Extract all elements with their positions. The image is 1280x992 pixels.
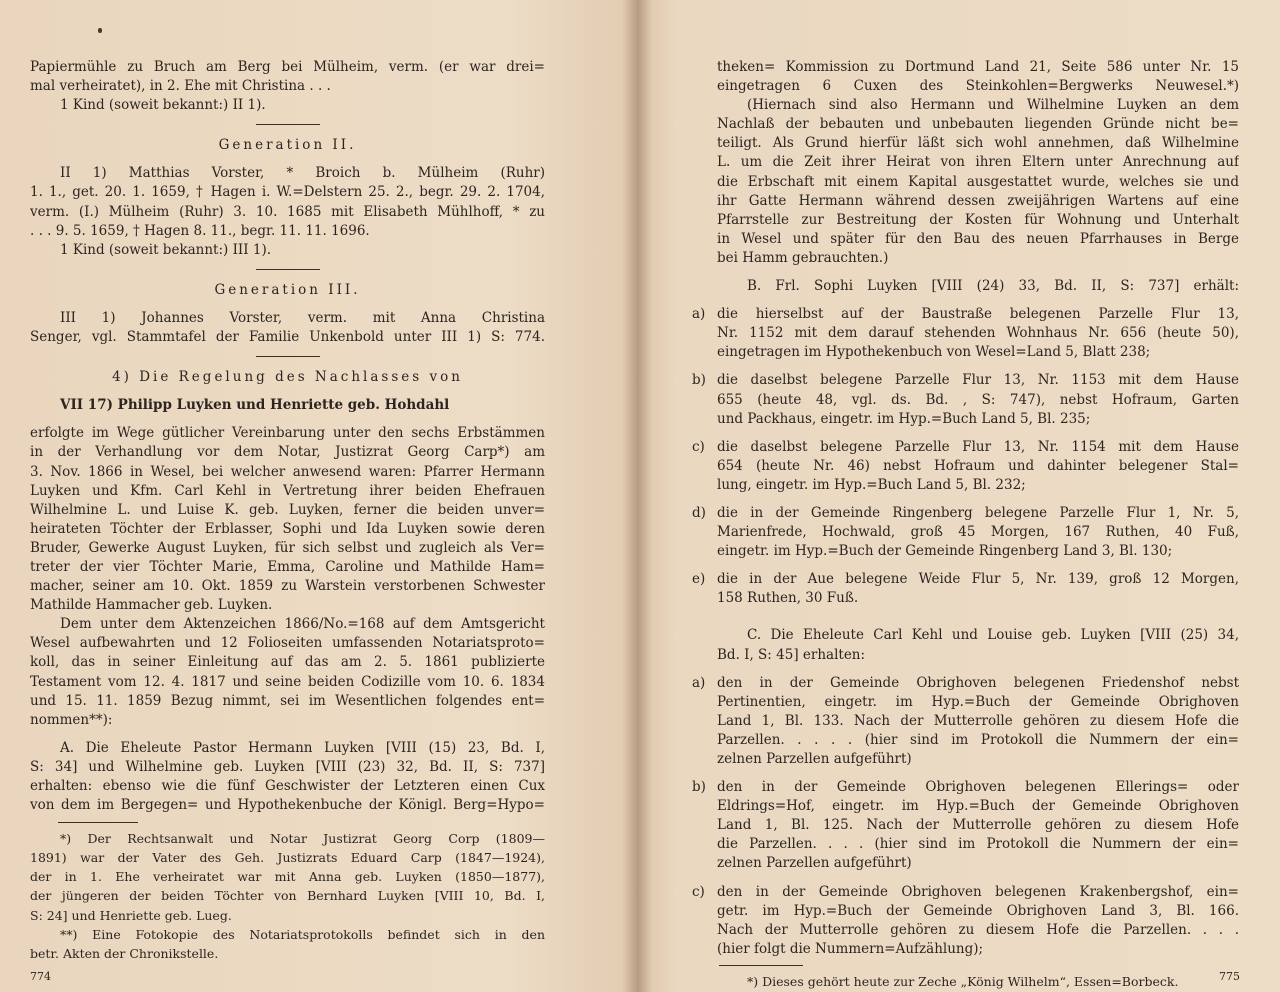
section-divider bbox=[256, 356, 320, 357]
list-marker: a) bbox=[692, 306, 706, 323]
text-line: ihr Gatte Hermann während dessen zweijährigen Wartens auf eine bbox=[717, 192, 1239, 209]
footnote-divider bbox=[58, 822, 138, 823]
text-line: Eldrings=Hof, eingetr. im Hyp.=Buch der Gemeinde Obrighoven bbox=[717, 798, 1239, 815]
list-marker: c) bbox=[692, 438, 705, 455]
text-line: 655 (heute 48, vgl. ds. Bd. , S: 747), nebst Hofraum, Garten bbox=[717, 391, 1239, 408]
text-line: macher, seiner am 10. Okt. 1859 zu Warstein verstorbenen Schwester bbox=[30, 578, 545, 595]
ink-spot bbox=[98, 28, 102, 33]
list-marker: c) bbox=[692, 883, 705, 900]
text-line: die hierselbst auf der Baustraße belegenen Parzelle Flur 13, bbox=[717, 306, 1239, 323]
footnote-line: der in 1. Ehe verheiratet war mit Anna geb. Luyken (1850—1877), bbox=[30, 869, 545, 885]
text-line: Testament vom 12. 4. 1817 und seine beiden Codizille vom 10. 6. 1834 bbox=[30, 673, 545, 690]
list-item bbox=[692, 570, 1239, 608]
text-line: A. Die Eheleute Pastor Hermann Luyken [VIII (15) 23, Bd. I, bbox=[60, 739, 545, 756]
text-line: Bd. I, S: 45] erhalten: bbox=[717, 646, 866, 663]
text-line: getr. im Hyp.=Buch der Gemeinde Obrighoven Land 3, Bl. 166. bbox=[717, 902, 1239, 919]
text-line: 1 Kind (soweit bekannt:) III 1). bbox=[60, 241, 272, 258]
section-divider bbox=[256, 124, 320, 125]
right-page bbox=[637, 0, 1280, 992]
left-page bbox=[0, 0, 637, 992]
text-line: Marienfrede, Hochwald, groß 45 Morgen, 167 Ruthen, 40 Fuß, bbox=[717, 524, 1239, 541]
list-item bbox=[692, 305, 1239, 362]
text-line: Wesel aufbewahrten und 12 Folioseiten umfassenden Notariatsproto= bbox=[30, 635, 545, 652]
footnote-line: der jüngeren der beiden Töchter von Bernhard Luyken [VIII 10, Bd. I, bbox=[30, 888, 545, 904]
text-line: erfolgte im Wege gütlicher Vereinbarung unter den sechs Erbstämmen bbox=[30, 425, 545, 442]
text-line: und Packhaus, eingetr. im Hyp.=Buch Land 5, Bl. 235; bbox=[717, 410, 1091, 427]
text-line: Dem unter dem Aktenzeichen 1866/No.=168 auf dem Amtsgericht bbox=[60, 616, 545, 633]
text-line: Luyken und Kfm. Carl Kehl in Vertretung ihrer beiden Ehefrauen bbox=[30, 482, 545, 499]
section-heading: Generation III. bbox=[214, 281, 361, 298]
text-line: S: 34] und Wilhelmine geb. Luyken [VIII (23) 32, Bd. II, S: 737] bbox=[30, 758, 545, 775]
section-divider bbox=[256, 269, 320, 270]
text-line: Nachlaß der bebauten und unbebauten liegenden Gründe nicht be= bbox=[717, 116, 1239, 133]
text-line: II 1) Matthias Vorster, * Broich b. Mülheim (Ruhr) bbox=[60, 165, 545, 182]
text-line: (hier folgt die Nummern=Aufzählung); bbox=[717, 940, 984, 957]
text-line: teiligt. Als Grund hierfür läßt sich wohl annehmen, daß Wilhelmine bbox=[717, 135, 1239, 152]
text-line: Senger, vgl. Stammtafel der Familie Unkenbold unter III 1) S: 774. bbox=[30, 329, 545, 346]
text-line: bei Hamm gebrauchten.) bbox=[717, 249, 889, 266]
text-line: den in der Gemeinde Obrighoven belegenen Krakenbergshof, ein= bbox=[717, 883, 1239, 900]
text-line: Nr. 1152 mit dem darauf stehenden Wohnhaus Nr. 656 (heute 50), bbox=[717, 325, 1239, 342]
text-line: von dem im Bergegen= und Hypothekenbuche der Königl. Berg=Hypo= bbox=[30, 797, 545, 814]
list-marker: a) bbox=[692, 674, 706, 691]
footnote-line: *) Der Rechtsanwalt und Notar Justizrat Georg Corp (1809— bbox=[60, 831, 545, 847]
footnote-line: betr. Akten der Chronikstelle. bbox=[30, 945, 219, 961]
footnote-line: **) Eine Fotokopie des Notariatsprotokolls befindet sich in den bbox=[60, 926, 545, 942]
text-line: lung, eingetr. im Hyp.=Buch Land 5, Bl. 232; bbox=[717, 476, 1026, 493]
page-number: 774 bbox=[30, 970, 51, 983]
book-gutter bbox=[622, 0, 652, 992]
section-heading: Generation II. bbox=[218, 137, 357, 154]
text-line: eingetragen 6 Cuxen des Steinkohlen=Bergwerks Neuwesel.*) bbox=[717, 78, 1239, 95]
footnote-line: *) Dieses gehört heute zur Zeche „König Wilhelm“, Essen=Borbeck. bbox=[747, 973, 1179, 989]
left-text-column bbox=[30, 58, 545, 963]
text-line: Bruder, Gewerke August Luyken, für sich selbst und zugleich als Ver= bbox=[30, 539, 545, 556]
list-marker: b) bbox=[692, 779, 706, 796]
text-line: Papiermühle zu Bruch am Berg bei Mülheim, verm. (er war drei= bbox=[30, 59, 545, 75]
text-line: zelnen Parzellen aufgeführt) bbox=[717, 751, 912, 767]
list-item bbox=[692, 371, 1239, 428]
text-line: treter der vier Töchter Marie, Emma, Caroline und Mathilde Ham= bbox=[30, 558, 545, 575]
text-line: und 15. 11. 1859 Bezug nimmt, sei im Wesentlichen folgendes ent= bbox=[30, 692, 545, 709]
text-line: Land 1, Bl. 125. Nach der Mutterrolle gehören zu diesem Hofe bbox=[717, 817, 1239, 834]
text-line: . . . 9. 5. 1659, † Hagen 8. 11., begr. 11. 11. 1696. bbox=[30, 222, 370, 239]
section-heading: VII 17) Philipp Luyken und Henriette geb. Hohdahl bbox=[60, 397, 450, 414]
list-marker: e) bbox=[692, 571, 706, 588]
text-line: eingetragen im Hypothekenbuch von Wesel=Land 5, Blatt 238; bbox=[717, 344, 1151, 361]
text-line: den in der Gemeinde Obrighoven belegenen Ellerings= oder bbox=[717, 779, 1239, 796]
text-line: die in der Gemeinde Ringenberg belegene Parzelle Flur 1, Nr. 5, bbox=[717, 504, 1239, 521]
text-line: 1. 1., get. 20. 1. 1659, † Hagen i. W.=Delstern 25. 2., begr. 29. 2. 1704, bbox=[30, 184, 545, 201]
list-item bbox=[692, 438, 1239, 495]
text-line: Land 1, Bl. 133. Nach der Mutterrolle gehören zu diesem Hofe die bbox=[717, 712, 1239, 729]
text-line: erhalten: ebenso wie die fünf Geschwister der Letzteren einen Cux bbox=[30, 778, 545, 794]
text-line: (Hiernach sind also Hermann und Wilhelmine Luyken an dem bbox=[747, 97, 1239, 114]
text-line: L. um die Zeit ihrer Heirat von ihren Eltern unter Anrechnung auf bbox=[717, 154, 1239, 171]
list-item bbox=[692, 883, 1239, 959]
footnote-divider bbox=[719, 965, 803, 966]
text-line: nommen**): bbox=[30, 711, 113, 728]
text-line: Pfarrstelle zur Bestreitung der Kosten für Wohnung und Unterhalt bbox=[717, 211, 1239, 228]
text-line: mal verheiratet), in 2. Ehe mit Christina . . . bbox=[30, 78, 331, 95]
text-line: in Wesel und später für den Bau des neuen Pfarrhauses in Berge bbox=[717, 230, 1239, 247]
text-line: Mathilde Hammacher geb. Luyken. bbox=[30, 597, 273, 614]
text-line: den in der Gemeinde Obrighoven belegenen Friedenshof nebst bbox=[717, 674, 1239, 691]
text-line: die daselbst belegene Parzelle Flur 13, Nr. 1154 mit dem Hause bbox=[717, 438, 1239, 455]
text-line: eingetr. im Hyp.=Buch der Gemeinde Ringenberg Land 3, Bl. 130; bbox=[717, 543, 1173, 560]
text-line: III 1) Johannes Vorster, verm. mit Anna Christina bbox=[60, 309, 545, 326]
text-line: Nach der Mutterrolle gehören zu diesem Hofe die Parzellen. . . . bbox=[717, 921, 1239, 938]
text-line: die Parzellen. . . . (hier sind im Protokoll die Nummern der ein= bbox=[717, 836, 1239, 853]
list-item bbox=[692, 778, 1239, 873]
text-line: die in der Aue belegene Weide Flur 5, Nr. 139, groß 12 Morgen, bbox=[717, 571, 1239, 588]
section-heading: 4) Die Regelung des Nachlasses von bbox=[112, 369, 463, 386]
section-heading: B. Frl. Sophi Luyken [VIII (24) 33, Bd. II, S: 737] erhält: bbox=[747, 278, 1239, 295]
list-item bbox=[692, 504, 1239, 561]
text-line: 654 (heute Nr. 46) nebst Hofraum und dahinter belegener Stal= bbox=[717, 457, 1239, 474]
text-line: 1 Kind (soweit bekannt:) II 1). bbox=[60, 97, 266, 114]
footnote-line: 1891) war der Vater des Geh. Justizrats Eduard Carp (1847—1924), bbox=[30, 850, 545, 866]
list-item bbox=[692, 674, 1239, 769]
text-line: verm. (I.) Mülheim (Ruhr) 3. 10. 1685 mit Elisabeth Mühlhoff, * zu bbox=[30, 203, 545, 220]
text-line: Pertinentien, eingetr. im Hyp.=Buch der Gemeinde Obrighoven bbox=[717, 693, 1239, 710]
page-number: 775 bbox=[1219, 970, 1240, 983]
text-line: zelnen Parzellen aufgeführt) bbox=[717, 855, 912, 872]
footnote-line: S: 24] und Henriette geb. Lueg. bbox=[30, 907, 232, 923]
text-line: die Erbschaft mit einem Kapital ausgestattet wurde, welches sie und bbox=[717, 173, 1239, 190]
list-marker: d) bbox=[692, 504, 706, 521]
text-line: die daselbst belegene Parzelle Flur 13, Nr. 1153 mit dem Hause bbox=[717, 372, 1239, 389]
text-line: theken= Kommission zu Dortmund Land 21, Seite 586 unter Nr. 15 bbox=[717, 59, 1239, 75]
text-line: heirateten Töchter der Erblasser, Sophi und Ida Luyken sowie deren bbox=[30, 520, 545, 537]
text-line: Parzellen. . . . . (hier sind im Protokoll die Nummern der ein= bbox=[717, 731, 1239, 748]
right-text-column bbox=[692, 58, 1239, 991]
section-heading: C. Die Eheleute Carl Kehl und Louise geb. Luyken [VIII (25) 34, bbox=[747, 627, 1239, 644]
text-line: 158 Ruthen, 30 Fuß. bbox=[717, 590, 859, 607]
text-line: Wilhelmine L. und Luise K. geb. Luyken, ferner die beiden unver= bbox=[30, 501, 545, 518]
text-line: 3. Nov. 1866 in Wesel, bei welcher anwesend waren: Pfarrer Hermann bbox=[30, 463, 545, 480]
text-line: koll, das in seiner Einleitung auf das am 2. 5. 1861 publizierte bbox=[30, 654, 545, 671]
list-marker: b) bbox=[692, 372, 706, 389]
text-line: in der Verhandlung vor dem Notar, Justizrat Georg Carp*) am bbox=[30, 444, 545, 461]
